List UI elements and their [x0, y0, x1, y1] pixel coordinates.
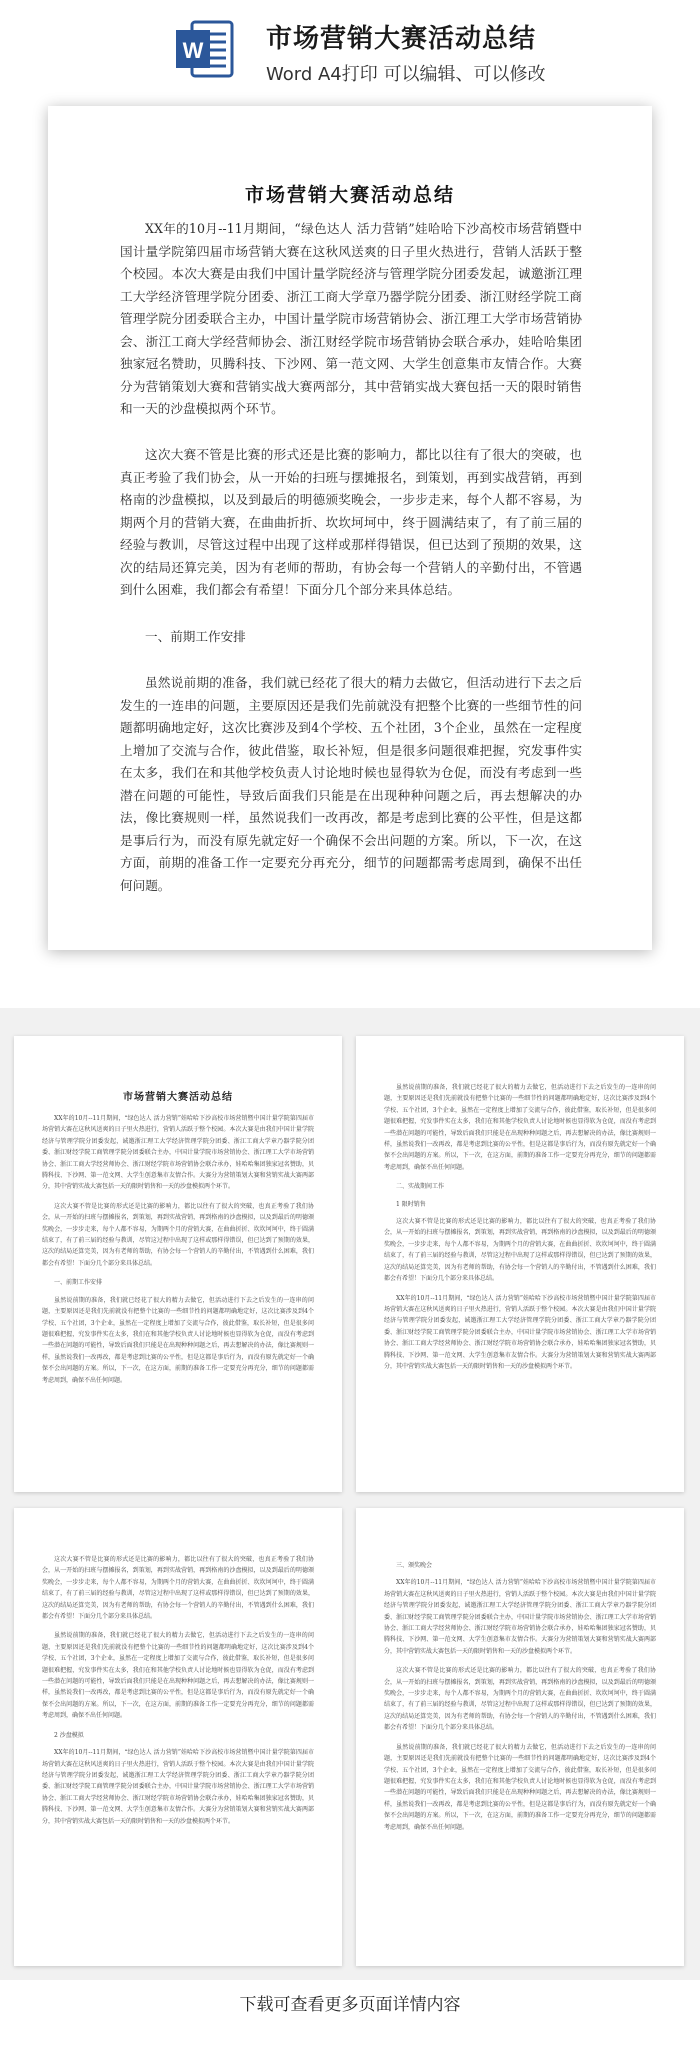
thumbnail-subsection: 1 限时销售 [396, 1200, 426, 1208]
thumbnail-text: 这次大赛不管是比赛的形式还是比赛的影响力，都比以往有了很大的突破，也真正考验了我们协会，从一开始的扫班与摆摊报名，到策划，再到实战营销，再到格南的沙盘模拟，以及到最后的明德颁奖晚会，一步步走来，每个人都不容易，为期两个月的营销大赛，在曲曲折折、坎坎坷坷中，终于圆满结束了，有了前三届的经验与教训，尽管这过程中出现了这样或那样得错误，但已达到了预期的效果，这次的结局还算完美，因为有老师的帮助，有协会每一个营销人的辛勤付出，不管遇到什么困难，我们都会有希望！下面分几个部分来具体总结。 [384, 1218, 656, 1283]
thumbnail-text: XX年的10月--11月期间，“绿色达人 活力营销”娃哈哈下沙高校市场营销暨中国计量学院第四届市场营销大赛在这秋风送爽的日子里火热进行，营销人活跃于整个校园。本次大赛是由我们中国计量学院经济与管理学院分团委发起，诚邀浙江理工大学经济管理学院分团委、浙江工商大学章乃器学院分团委、浙江财经学院工商管理学院分团委联合主办，中国计量学院市场营销协会、浙江理工大学市场营销协会、浙江工商大学经营师协会、浙江财经学院市场营销协会联合承办，娃哈哈集团独家冠名赞助，贝腾科技、下沙网、第一范文网、大学生创意集市友情合作。大赛分为营销策划大赛和营销实战大赛两部分，其中营销实战大赛包括一天的限时销售和一天的沙盘模拟两个环节。 [42, 1115, 314, 1191]
thumbnail-text: XX年的10月--11月期间，“绿色达人 活力营销”娃哈哈下沙高校市场营销暨中国计量学院第四届市场营销大赛在这秋风送爽的日子里火热进行，营销人活跃于整个校园。本次大赛是由我们中国计量学院经济与管理学院分团委发起，诚邀浙江理工大学经济管理学院分团委、浙江工商大学章乃器学院分团委、浙江财经学院工商管理学院分团委联合主办，中国计量学院市场营销协会、浙江理工大学市场营销协会、浙江工商大学经营师协会、浙江财经学院市场营销协会联合承办，娃哈哈集团独家冠名赞助，贝腾科技、下沙网、第一范文网、大学生创意集市友情合作。大赛分为营销策划大赛和营销实战大赛两部分，其中营销实战大赛包括一天的限时销售和一天的沙盘模拟两个环节。 [42, 1749, 314, 1825]
header-title: 市场营销大赛活动总结 [266, 24, 537, 54]
thumbnail-page-4[interactable] [356, 1508, 684, 1966]
thumbnail-gallery [0, 1008, 700, 1980]
thumbnail-text: 虽然说前期的准备，我们就已经花了很大的精力去做它，但活动进行下去之后发生的一连串的问题，主要原因还是我们先前就没有把整个比赛的一些细节性的问题都明确地定好，这次比赛涉及到4个学校、五个社团，3个企业，虽然在一定程度上增加了交流与合作，彼此借鉴，取长补短，但是很多问题很难把握，究发事件实在太多，我们在和其他学校负责人讨论地时候也显得软为仓促，而没有考虑到一些潜在问题的可能性，导致后面我们只能是在出现种种问题之后，再去想解决的办法，像比赛规则一样，虽然说我们一改再改，都是考虑到比赛的公平性，但是这都是事后行为，而没有原先就定好一个确保不会出问题的方案。所以，下一次，在这方面，前期的准备工作一定要充分再充分，细节的问题都需考虑周到，确保不出任何问题。 [384, 1084, 656, 1171]
thumbnail-text: 虽然说前期的准备，我们就已经花了很大的精力去做它，但活动进行下去之后发生的一连串的问题，主要原因还是我们先前就没有把整个比赛的一些细节性的问题都明确地定好，这次比赛涉及到4个学校、五个社团，3个企业，虽然在一定程度上增加了交流与合作，彼此借鉴，取长补短，但是很多问题很难把握，究发事件实在太多，我们在和其他学校负责人讨论地时候也显得软为仓促，而没有考虑到一些潜在问题的可能性，导致后面我们只能是在出现种种问题之后，再去想解决的办法，像比赛规则一样，虽然说我们一改再改，都是考虑到比赛的公平性，但是这都是事后行为，而没有原先就定好一个确保不会出问题的方案。所以，下一次，在这方面，前期的准备工作一定要充分再充分，细节的问题都需考虑周到，确保不出任何问题。 [42, 1296, 314, 1384]
paragraph-preparation: 虽然说前期的准备，我们就已经花了很大的精力去做它，但活动进行下去之后发生的一连串的问题，主要原因还是我们先前就没有把整个比赛的一些细节性的问题都明确地定好，这次比赛涉及到4个学校、五个社团，3个企业，虽然在一定程度上增加了交流与合作，彼此借鉴，取长补短，但是很多问题很难把握，究发事件实在太多，我们在和其他学校负责人讨论地时候也显得软为仓促，而没有考虑到一些潜在问题的可能性，导致后面我们只能是在出现种种问题之后，再去想解决的办法，像比赛规则一样，虽然说我们一改再改，都是考虑到比赛的公平性，但是这都是事后行为，而没有原先就定好一个确保不会出问题的方案。所以，下一次，在这方面，前期的准备工作一定要充分再充分，细节的问题都需考虑周到，确保不出任何问题。 [120, 675, 582, 893]
paragraph-intro: XX年的10月--11月期间，“绿色达人 活力营销”娃哈哈下沙高校市场营销暨中国计量学院第四届市场营销大赛在这秋风送爽的日子里火热进行，营销人活跃于整个校园。本次大赛是由我们中国计量学院经济与管理学院分团委发起，诚邀浙江理工大学经济管理学院分团委、浙江工商大学章乃器学院分团委、浙江财经学院工商管理学院分团委联合主办，中国计量学院市场营销协会、浙江理工大学市场营销协会、浙江工商大学经营师协会、浙江财经学院市场营销协会联合承办，娃哈哈集团独家冠名赞助，贝腾科技、下沙网、第一范文网、大学生创意集市友情合作。大赛分为营销策划大赛和营销实战大赛两部分，其中营销实战大赛包括一天的限时销售和一天的沙盘模拟两个环节。 [120, 221, 582, 416]
document-page [48, 106, 652, 950]
thumbnail-text: 这次大赛不管是比赛的形式还是比赛的影响力，都比以往有了很大的突破，也真正考验了我们协会，从一开始的扫班与摆摊报名，到策划，再到实战营销，再到格南的沙盘模拟，以及到最后的明德颁奖晚会，一步步走来，每个人都不容易，为期两个月的营销大赛，在曲曲折折、坎坎坷坷中，终于圆满结束了，有了前三届的经验与教训，尽管这过程中出现了这样或那样得错误，但已达到了预期的效果，这次的结局还算完美，因为有老师的帮助，有协会每一个营销人的辛勤付出，不管遇到什么困难，我们都会有希望！下面分几个部分来具体总结。 [384, 1667, 656, 1732]
thumbnail-page-2[interactable] [356, 1036, 684, 1492]
thumbnail-text: XX年的10月--11月期间，“绿色达人 活力营销”娃哈哈下沙高校市场营销暨中国计量学院第四届市场营销大赛在这秋风送爽的日子里火热进行，营销人活跃于整个校园。本次大赛是由我们中国计量学院经济与管理学院分团委发起，诚邀浙江理工大学经济管理学院分团委、浙江工商大学章乃器学院分团委、浙江财经学院工商管理学院分团委联合主办，中国计量学院市场营销协会、浙江理工大学市场营销协会、浙江工商大学经营师协会、浙江财经学院市场营销协会联合承办，娃哈哈集团独家冠名赞助，贝腾科技、下沙网、第一范文网、大学生创意集市友情合作。大赛分为营销策划大赛和营销实战大赛两部分，其中营销实战大赛包括一天的限时销售和一天的沙盘模拟两个环节。 [384, 1579, 656, 1655]
thumbnail-page-3[interactable] [14, 1508, 342, 1966]
word-icon-letter: W [182, 38, 204, 63]
thumbnail-text: 这次大赛不管是比赛的形式还是比赛的影响力，都比以往有了很大的突破，也真正考验了我们协会，从一开始的扫班与摆摊报名，到策划，再到实战营销，再到格南的沙盘模拟，以及到最后的明德颁奖晚会，一步步走来，每个人都不容易，为期两个月的营销大赛，在曲曲折折、坎坎坷坷中，终于圆满结束了，有了前三届的经验与教训，尽管这过程中出现了这样或那样得错误，但已达到了预期的效果，这次的结局还算完美，因为有老师的帮助，有协会每一个营销人的辛勤付出，不管遇到什么困难，我们都会有希望！下面分几个部分来具体总结。 [42, 1202, 314, 1267]
thumbnail-section: 二、实战期间工作 [396, 1183, 445, 1191]
thumbnail-text: XX年的10月--11月期间，“绿色达人 活力营销”娃哈哈下沙高校市场营销暨中国计量学院第四届市场营销大赛在这秋风送爽的日子里火热进行，营销人活跃于整个校园。本次大赛是由我们中国计量学院经济与管理学院分团委发起，诚邀浙江理工大学经济管理学院分团委、浙江工商大学章乃器学院分团委、浙江财经学院工商管理学院分团委联合主办，中国计量学院市场营销协会、浙江理工大学市场营销协会、浙江工商大学经营师协会、浙江财经学院市场营销协会联合承办，娃哈哈集团独家冠名赞助，贝腾科技、下沙网、第一范文网、大学生创意集市友情合作。大赛分为营销策划大赛和营销实战大赛两部分，其中营销实战大赛包括一天的限时销售和一天的沙盘模拟两个环节。 [384, 1294, 656, 1370]
section-heading-preparation: 一、前期工作安排 [145, 629, 246, 644]
thumbnail-section: 一、前期工作安排 [54, 1279, 103, 1287]
thumbnail-text: 虽然说前期的准备，我们就已经花了很大的精力去做它，但活动进行下去之后发生的一连串的问题，主要原因还是我们先前就没有把整个比赛的一些细节性的问题都明确地定好，这次比赛涉及到4个学校、五个社团，3个企业，虽然在一定程度上增加了交流与合作，彼此借鉴，取长补短，但是很多问题很难把握，究发事件实在太多，我们在和其他学校负责人讨论地时候也显得软为仓促，而没有考虑到一些潜在问题的可能性，导致后面我们只能是在出现种种问题之后，再去想解决的办法，像比赛规则一样，虽然说我们一改再改，都是考虑到比赛的公平性，但是这都是事后行为，而没有原先就定好一个确保不会出问题的方案。所以，下一次，在这方面，前期的准备工作一定要充分再充分，细节的问题都需考虑周到，确保不出任何问题。 [384, 1743, 656, 1831]
thumbnail-title: 市场营销大赛活动总结 [123, 1092, 233, 1103]
header-subtitle: Word A4打印 可以编辑、可以修改 [266, 64, 546, 85]
word-document-icon [176, 18, 236, 80]
header [0, 0, 700, 92]
thumbnail-subsection: 2 沙盘模拟 [54, 1731, 84, 1739]
download-more-link[interactable]: 下载可查看更多页面详情内容 [239, 1995, 461, 2015]
paragraph-overview: 这次大赛不管是比赛的形式还是比赛的影响力，都比以往有了很大的突破，也真正考验了我们协会，从一开始的扫班与摆摊报名，到策划，再到实战营销，再到格南的沙盘模拟，以及到最后的明德颁奖晚会，一步步走来，每个人都不容易，为期两个月的营销大赛，在曲曲折折、坎坎坷坷中，终于圆满结束了，有了前三届的经验与教训，尽管这过程中出现了这样或那样得错误，但已达到了预期的效果，这次的结局还算完美，因为有老师的帮助，有协会每一个营销人的辛勤付出，不管遇到什么困难，我们都会有希望！下面分几个部分来具体总结。 [120, 447, 582, 597]
thumbnail-section: 三、颁奖晚会 [396, 1562, 433, 1569]
thumbnail-text: 虽然说前期的准备，我们就已经花了很大的精力去做它，但活动进行下去之后发生的一连串的问题，主要原因还是我们先前就没有把整个比赛的一些细节性的问题都明确地定好，这次比赛涉及到4个学校、五个社团，3个企业，虽然在一定程度上增加了交流与合作，彼此借鉴，取长补短，但是很多问题很难把握，究发事件实在太多，我们在和其他学校负责人讨论地时候也显得软为仓促，而没有考虑到一些潜在问题的可能性，导致后面我们只能是在出现种种问题之后，再去想解决的办法，像比赛规则一样，虽然说我们一改再改，都是考虑到比赛的公平性，但是这都是事后行为，而没有原先就定好一个确保不会出问题的方案。所以，下一次，在这方面，前期的准备工作一定要充分再充分，细节的问题都需考虑周到，确保不出任何问题。 [42, 1632, 314, 1720]
document-title: 市场营销大赛活动总结 [244, 184, 455, 206]
thumbnail-page-1[interactable] [14, 1036, 342, 1492]
thumbnail-text: 这次大赛不管是比赛的形式还是比赛的影响力，都比以往有了很大的突破，也真正考验了我们协会，从一开始的扫班与摆摊报名，到策划，再到实战营销，再到格南的沙盘模拟，以及到最后的明德颁奖晚会，一步步走来，每个人都不容易，为期两个月的营销大赛，在曲曲折折、坎坎坷坷中，终于圆满结束了，有了前三届的经验与教训，尽管这过程中出现了这样或那样得错误，但已达到了预期的效果，这次的结局还算完美，因为有老师的帮助，有协会每一个营销人的辛勤付出，不管遇到什么困难，我们都会有希望！下面分几个部分来具体总结。 [42, 1556, 314, 1621]
